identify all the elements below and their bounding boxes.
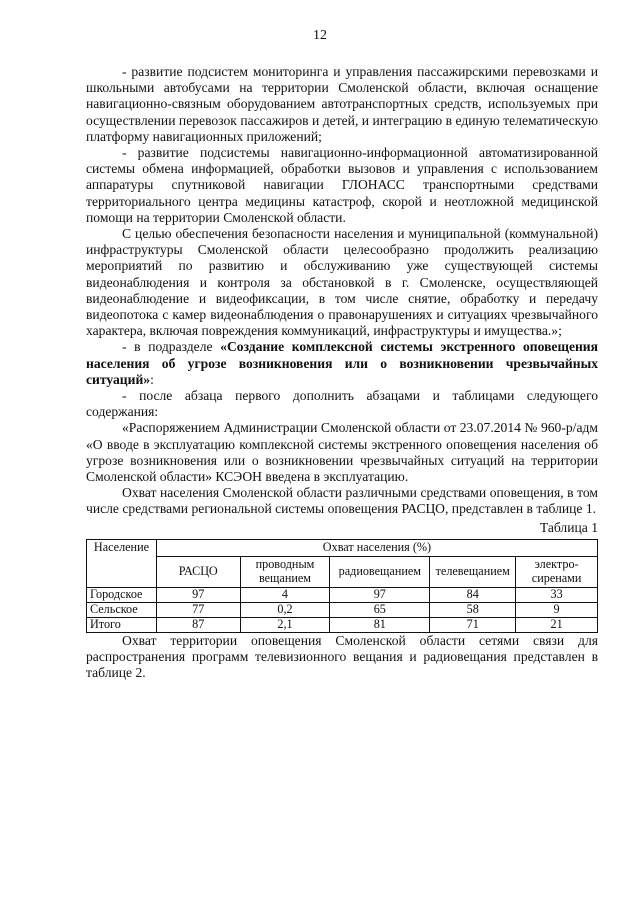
cell-value: 97 [330,587,430,602]
coverage-table [86,539,598,633]
paragraph-video-surveillance: С целью обеспечения безопасности населения и муниципальной (коммунальной) инфраструктуры Смоленской области целесообразно продолжить реализацию мероприятий по развитию и обслуживанию уже существующей системы видеонаблюдения и контроля за обстановкой в г. Смоленске, осуществляющей видеонаблюдение и видеофиксации, в том числе снятие, обработку и передачу видеопотока с камер видеонаблюдения о правонарушениях и ситуациях чрезвычайного характера, включая повреждения коммуникаций, инфраструктуры и имущества.»; [86,226,598,339]
column-header-rasco: РАСЦО [156,556,240,587]
paragraph-monitoring: - развитие подсистем мониторинга и управления пассажирскими перевозками и школьными автобусами на территории Смоленской области, включая оснащение навигационно-связным оборудованием автотранспортных средств, используемых при осуществлении перевозок пассажиров и детей, и интеграцию в единую телематическую платформу навигационных приложений; [86,64,598,144]
cell-value: 2,1 [240,617,330,632]
cell-value: 84 [430,587,516,602]
cell-value: 81 [330,617,430,632]
cell-value: 71 [430,617,516,632]
cell-value: 65 [330,602,430,617]
subsection-prefix: - в подразделе [122,339,221,355]
cell-value: 4 [240,587,330,602]
cell-value: 21 [516,617,598,632]
paragraph-table2-intro: Охват территории оповещения Смоленской области сетями связи для распространения программ телевизионного вещания и радиовещания представлен в таблице 2. [86,632,598,681]
column-header-tv: телевещанием [430,556,516,587]
table-group-header: Охват населения (%) [156,539,597,556]
table-row-header: Население [87,539,157,587]
paragraph-subsection [86,339,598,388]
paragraph-order: «Распоряжением Администрации Смоленской области от 23.07.2014 № 960-р/адм «О вводе в эксплуатацию комплексной системы экстренного оповещения населения об угрозе возникновения или о возникновении чрезвычайных ситуаций на территории Смоленской области» КСЭОН введена в эксплуатацию. [86,420,598,485]
cell-value: 58 [430,602,516,617]
row-name: Итого [87,617,157,632]
table-caption: Таблица 1 [539,519,598,535]
table-row [87,587,598,602]
cell-value: 9 [516,602,598,617]
paragraph-coverage: Охват населения Смоленской области различными средствами оповещения, в том числе средствами региональной системы оповещения РАСЦО, представлен в таблице 1. [86,485,598,517]
cell-value: 77 [156,602,240,617]
subsection-title: «Создание комплексной системы экстренного оповещения населения об угрозе возникновения или о возникновении чрезвычайных ситуаций» [86,339,598,387]
page-number: 12 [313,28,327,43]
cell-value: 0,2 [240,602,330,617]
document-body [86,64,598,682]
row-name: Сельское [87,602,157,617]
row-name: Городское [87,587,157,602]
subsection-suffix: : [150,371,154,387]
cell-value: 97 [156,587,240,602]
column-header-sirens: электро-сиренами [516,556,598,587]
column-header-radio: радиовещанием [330,556,430,587]
table-row [87,617,598,632]
cell-value: 33 [516,587,598,602]
cell-value: 87 [156,617,240,632]
paragraph-after-first: - после абзаца первого дополнить абзацами и таблицами следующего содержания: [86,388,598,420]
column-header-wired: проводным вещанием [240,556,330,587]
table-row [87,602,598,617]
paragraph-glonass: - развитие подсистемы навигационно-информационной автоматизированной системы обмена информацией, обработки вызовов и управления с использованием аппаратуры спутниковой навигации ГЛОНАСС транспортными средствами территориального центра медицины катастроф, скорой и неотложной медицинской помощи на территории Смоленской области. [86,145,598,225]
